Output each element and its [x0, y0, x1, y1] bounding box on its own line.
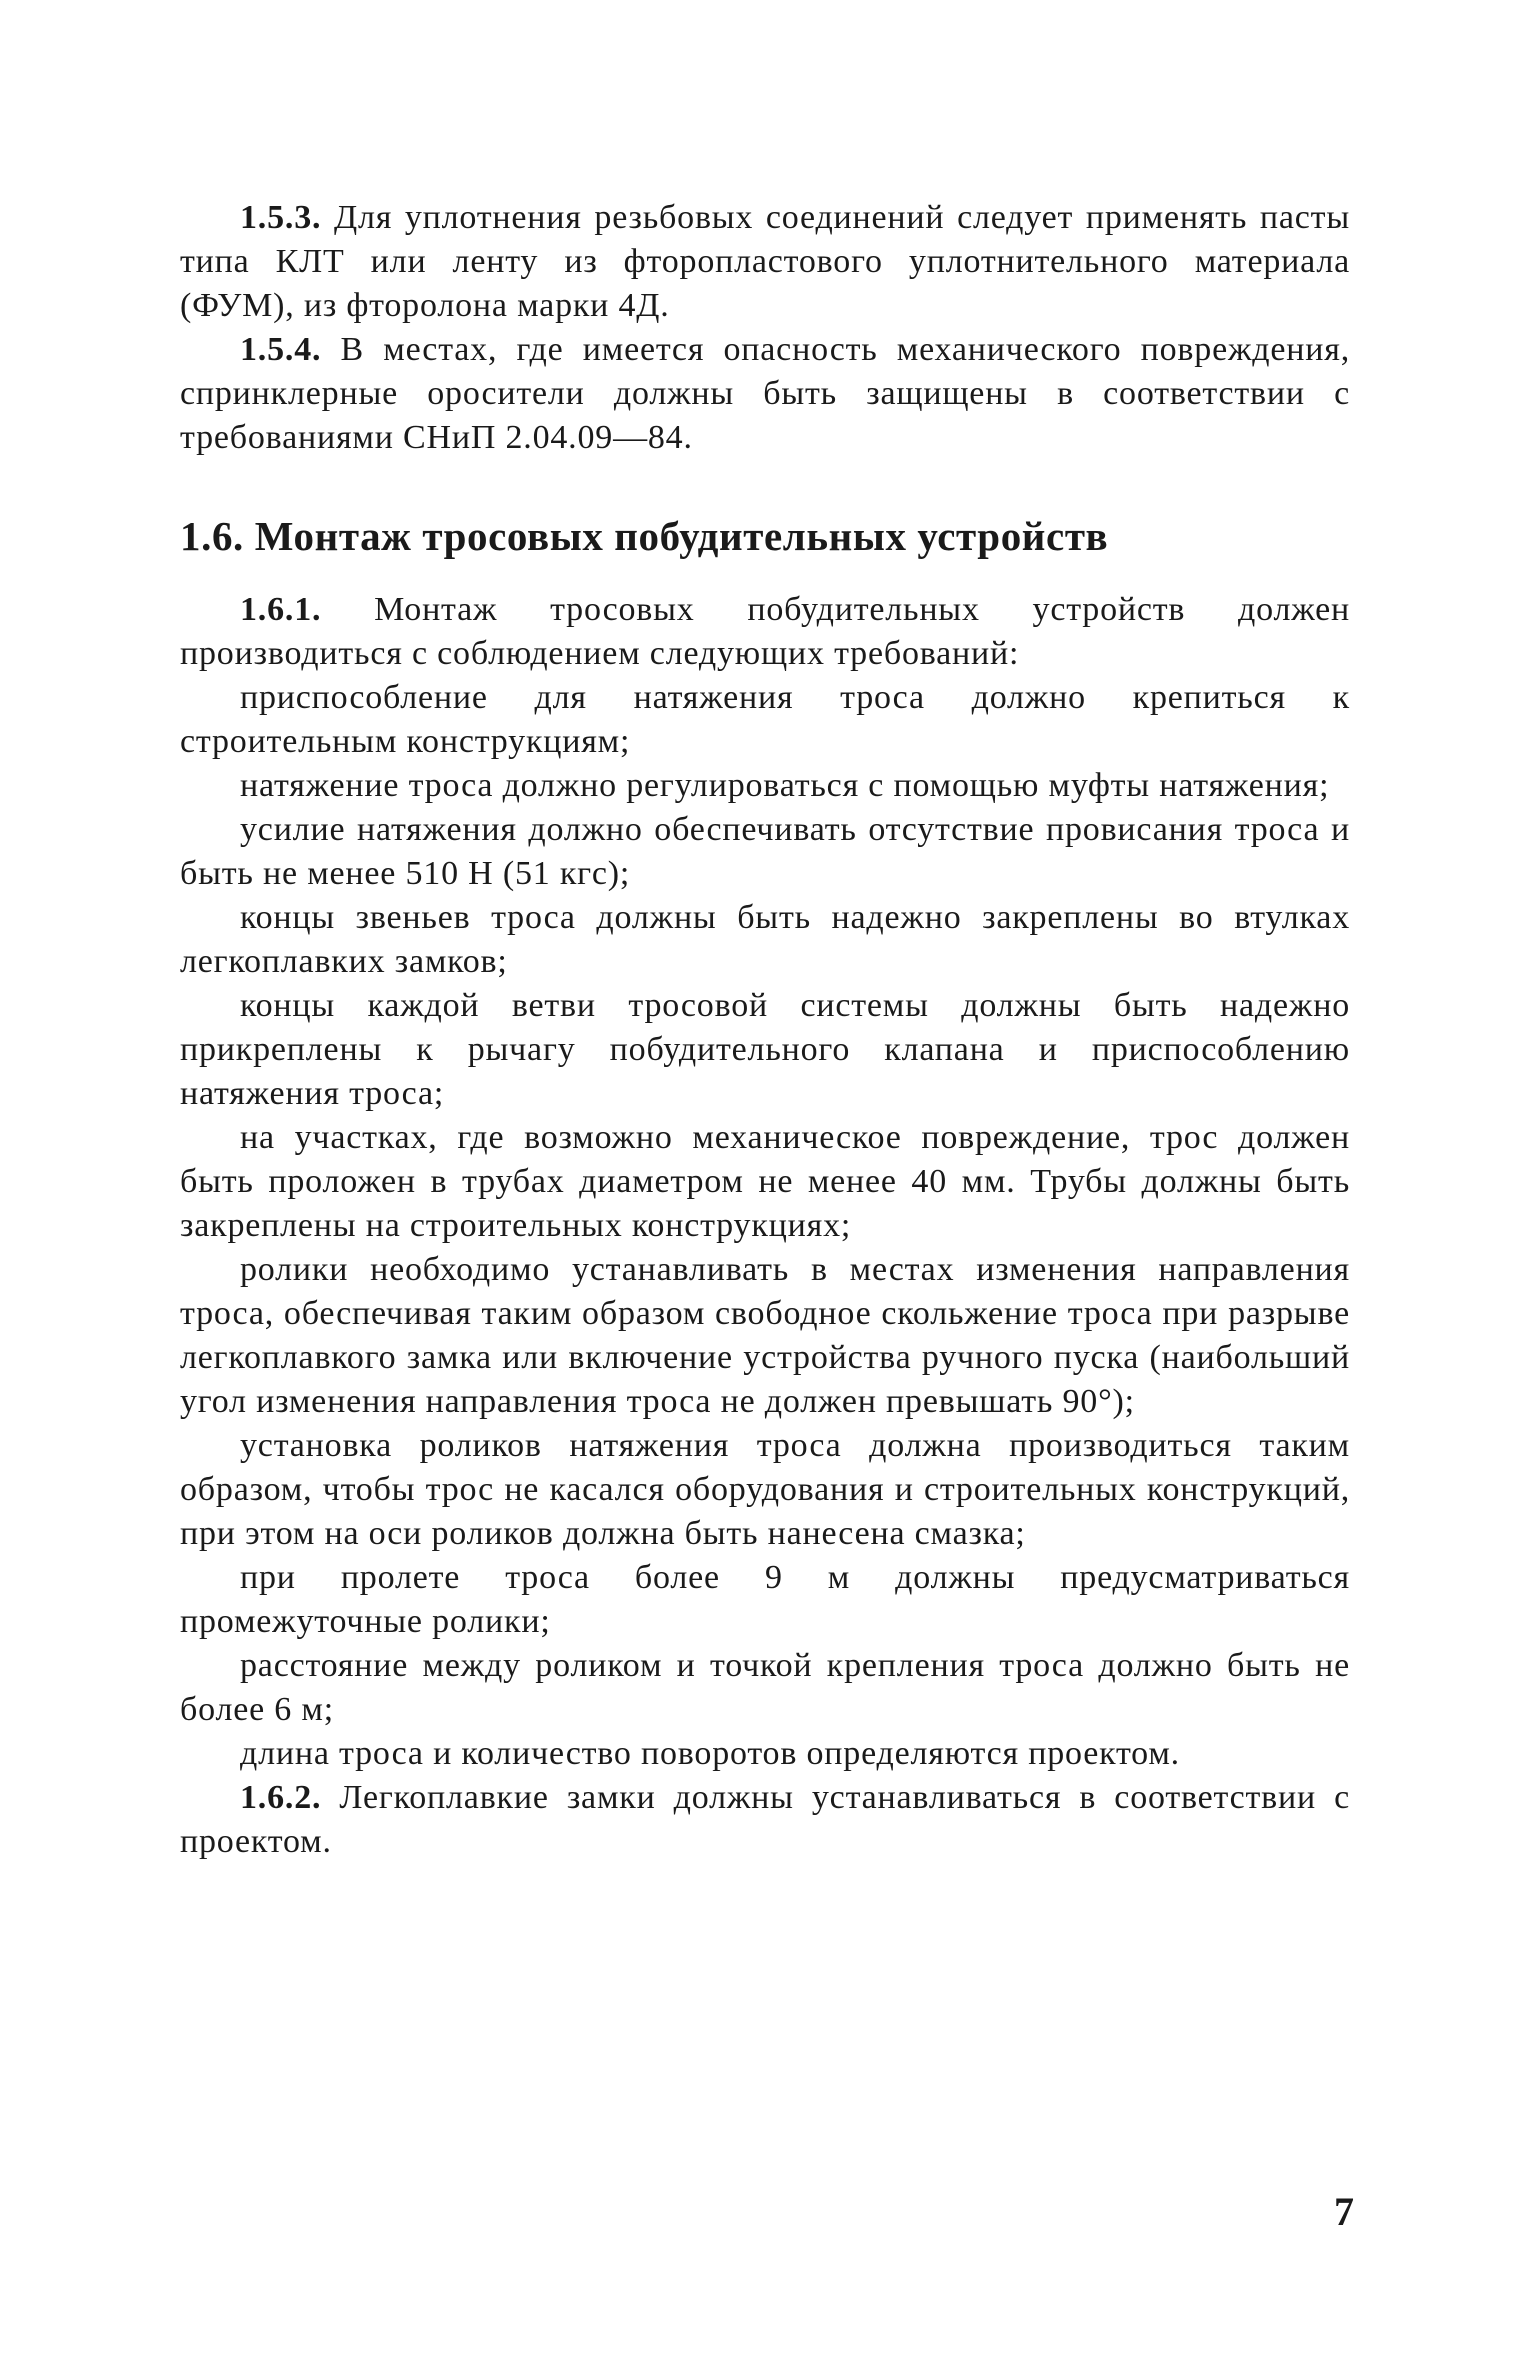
clause-number: 1.5.4.	[240, 331, 322, 368]
clause-number: 1.6.2.	[240, 1779, 322, 1816]
section-heading: 1.6. Монтаж тросовых побудительных устройств	[180, 513, 1109, 559]
clause-text: В местах, где имеется опасность механического повреждения, спринклерные оросители должны быть защищены в соответствии с требованиями СНиП 2.04.09—84.	[180, 331, 1350, 456]
requirement-item: усилие натяжения должно обеспечивать отсутствие провисания троса и быть не менее 510 Н (51 кгс);	[180, 811, 1350, 892]
requirement-item: ролики необходимо устанавливать в местах изменения направления троса, обеспечивая таким образом свободное скольжение троса при разрыве легкоплавкого замка или включение устройства ручного пуска (наибольший угол изменения направления троса не должен превышать 90°);	[180, 1251, 1350, 1420]
section-1-5	[180, 196, 1350, 460]
requirement-item: концы звеньев троса должны быть надежно закреплены во втулках легкоплавких замков;	[180, 899, 1350, 980]
clause-text: Монтаж тросовых побудительных устройств должен производиться с соблюдением следующих требований:	[180, 591, 1350, 672]
requirement-item: длина троса и количество поворотов определяются проектом.	[240, 1735, 1180, 1772]
paragraph-1-5-4	[180, 328, 1350, 460]
requirement-item: натяжение троса должно регулироваться с помощью муфты натяжения;	[240, 767, 1330, 804]
requirement-item: концы каждой ветви тросовой системы должны быть надежно прикреплены к рычагу побудительного клапана и приспособлению натяжения троса;	[180, 987, 1350, 1112]
clause-text: Для уплотнения резьбовых соединений следует применять пасты типа КЛТ или ленту из фторопластового уплотнительного материала (ФУМ), из фторолона марки 4Д.	[180, 199, 1350, 324]
section-1-6	[180, 588, 1350, 1864]
paragraph-1-6-2	[180, 1776, 1350, 1864]
clause-number: 1.6.1.	[240, 591, 322, 628]
paragraph-1-5-3	[180, 196, 1350, 328]
requirement-item: приспособление для натяжения троса должно крепиться к строительным конструкциям;	[180, 679, 1350, 760]
requirement-item: расстояние между роликом и точкой крепления троса должно быть не более 6 м;	[180, 1647, 1350, 1728]
paragraph-1-6-1	[180, 588, 1350, 676]
requirement-item: при пролете троса более 9 м должны предусматриваться промежуточные ролики;	[180, 1559, 1350, 1640]
requirement-item: на участках, где возможно механическое повреждение, трос должен быть проложен в трубах диаметром не менее 40 мм. Трубы должны быть закреплены на строительных конструкциях;	[180, 1119, 1350, 1244]
requirement-item: установка роликов натяжения троса должна производиться таким образом, чтобы трос не касался оборудования и строительных конструкций, при этом на оси роликов должна быть нанесена смазка;	[180, 1427, 1350, 1552]
clause-text: Легкоплавкие замки должны устанавливаться в соответствии с проектом.	[180, 1779, 1350, 1860]
clause-number: 1.5.3.	[240, 199, 322, 236]
page-number: 7	[1334, 2189, 1354, 2234]
